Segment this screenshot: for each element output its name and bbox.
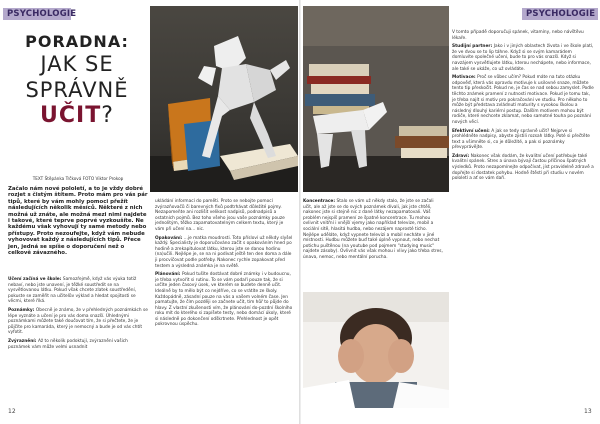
article-title — [8, 30, 146, 129]
paragraph-text: Stalo se vám už někdy stalo, že jste se začali učit, ale až jste se do svých poznámek dívali, jak jste chtěli, nakonec jste si stejně nic z dané látky nezapamatovali. Váš problém nejspíš pramení ze špatné koncentrace. Tu mohou ovlivnit vnitřní i vnější vjemy jako například televize, mobil a sociální sítě, hlasitá hudba, nebo nezájem naprosté ticho. Nejlépe uděláte, když vypnete televizi a mobil necháte v jiné místnosti. Hudbu můžete buď také úplně vypnout, nebo nechat potichu puštěnou (na youtube pod pojmem "studying music" najdete zásoby). Ovlivnit vás však mohou i vlivy jako třeba stres, únava, nemoc, nebo mentální porucha. — [303, 199, 443, 260]
page-number-right: 13 — [584, 408, 592, 415]
paragraph-heading: Zdraví: — [452, 153, 471, 159]
paragraph — [452, 30, 594, 41]
spine-divider — [299, 0, 301, 424]
paragraph — [8, 339, 148, 350]
left-column-1 — [8, 277, 148, 353]
title-line-3: SPRÁVNĚ — [25, 78, 129, 102]
paragraph-text: ...je matka moudrosti. Toto přísloví už někdy slyšel každý. Specialisty je doporučováno začít s opakováním hned po hodině a zrekapitulovat látku, kterou jste se danou hodinu (na)učili. Nejlépe je, se na ni podívat ještě ten den doma a dále ji procvičovat podle potřeby. Nakonec rychle zopakovat před testem a výsledná známka je na světě. — [155, 235, 293, 269]
title-question-mark: ? — [101, 103, 114, 128]
paragraph-text: Nakonec však dodám, že kvalitní učení potřebuje také kvalitní spánek. Stres a únava bývají častou příčinou špatných výsledků. Proto nezapomínejte odpočívat, jíst pravidelně zdravě a dopřejte si dostatek pohybu. Hodně štěstí při studiu v novém pololetí a ať se vám daří. — [452, 153, 594, 182]
paragraph-text: Až to několik podoktují, zvýraznění vašich poznámek vám může velmi usnadnit — [8, 338, 128, 350]
left-column-2 — [155, 199, 293, 331]
title-line-4 — [8, 103, 146, 129]
paragraph — [8, 277, 148, 305]
paragraph-heading: Studijní partner: — [452, 44, 494, 50]
paragraph — [155, 272, 293, 328]
paragraph — [8, 308, 148, 336]
paragraph — [452, 154, 594, 182]
right-column-1 — [303, 199, 443, 264]
paragraph-heading: Efektivní učení: — [452, 128, 492, 134]
paragraph-heading: Poznámky: — [8, 307, 36, 313]
paragraph-heading: Motivace: — [452, 75, 478, 81]
books-photo — [303, 6, 449, 192]
paragraph-text: Jako i v jiných oblastech života i ve škole platí, že ve dvou se to lip táhne. Když si se svým kamarádem domluvíte společné učení, bude to pro vás snazší. Když si navzájem vysvětlujete látku, kterou nechápete, nebo informace, ale také se ukáže, co už ovládáte. — [452, 44, 594, 72]
paragraph-text: A jak se tedy správně učit? Nejprve si prohlédněte nadpisy, abyste zjistili rozsah látky. Poté si přečtěte text a všimněte si, co je důležité, a pak si poznámky převyprávějte. — [452, 128, 590, 151]
title-line-2: JAK SE — [40, 52, 114, 76]
origami-photo — [150, 6, 298, 192]
paragraph-heading: Koncentrace: — [303, 199, 337, 204]
right-column-2 — [452, 30, 594, 185]
paragraph-heading: Učení začíná ve škole: — [8, 277, 63, 282]
paragraph-text: ukládání informací do paměti. Proto se nebojte pomocí zvýrazňovačů či barevných fixů podtrhávat důležité pojmy. Nezapomeňte ani rozlišit velikost nadpisů, podnadpisů a ostatních pojmů. Bez toho všeho jsou vaše poznámky pouze jednolitým, těžko zapamatovatelným celkem textu, který je vám při učení na... nic. — [155, 199, 285, 232]
article-lead: Začalo nám nové pololetí, a to je vždy dobré rozjet s čistým štítem. Proto mám pro vás pár tipů, které by vám mohly pomoci přežít následujících několik měsíců. Některé z nich možná už znáte, ale možná mezi nimi najdete i takové, které teprve poprvé vyzkoušíte. Ne každému však vyhovují ty samé metody nebo přístupy. Proto nezoufejte, když vám nebude vyhovovat každý z následujících tipů. Přece jen, jedná se spíše o doporučení než o celkově závazného. — [8, 186, 148, 257]
paragraph — [452, 129, 594, 151]
paragraph-text: Obecně je známo, že v přehledných poznámkách se lépe vyznáte a učení je pro vás doma snazší. Úhlednými poznámkami můžete také doučovat tím, že si přečtete, že je půjčíte pro kamaráda, který je nemocný a bude je od vás chtít vyfotit. — [8, 307, 148, 336]
paragraph — [155, 236, 293, 270]
title-line-1: PORADNA: — [25, 32, 129, 51]
title-accent-word: UČIT — [40, 103, 102, 128]
paragraph-text: Proč se vůbec učím? Pokud máte na tuto otázku odpověď, která vás opravdu motivuje k usilovné snaze, můžete tento tip přeskočit. Pokud ne, je čas se nad sebou zamyslet. Podle těchto známek pramení z nutnosti motivace. Pokud je tomu tak, je třeba najít si motiv pro pokračování ve studiu. Pro někoho to může být představa zvládnutí maturity s vysokou školou a následný dlouhý kariérní postup. Dalším motivem mohou být rodiče, které nechcete zklamat, nebo samotné touha po poznání nových věcí. — [452, 75, 594, 125]
paragraph-heading: Plánování: — [155, 272, 182, 278]
paragraph — [155, 199, 293, 233]
paragraph-heading: Zvýraznění: — [8, 338, 38, 344]
paragraph — [303, 199, 443, 261]
paragraph-text: Samozřejmě, když vás výuka totiž nebaví, nebo jste unavení, je těžké soustředit se na vysvětlovanou látku. Pokud však chcete zlatek soustředění, pokuste se zaměřit na učitelův výklad a hledat spojitosti se věcmi, které říká. — [8, 277, 137, 305]
paragraph — [452, 44, 594, 72]
article-credit: TEXT Štěpánka Trčková FOTO Viktor Prokop — [32, 176, 124, 181]
paragraph-text: V tomto případě doporučuji spánek, vitamíny, nebo návštěvu lékaře. — [452, 30, 584, 41]
paragraph — [452, 75, 594, 125]
page-number-left: 12 — [8, 408, 16, 415]
section-tag-right: PSYCHOLOGIE — [522, 8, 598, 20]
paragraph-heading: Opakování: — [155, 235, 184, 241]
paragraph-text: Pokud tušíte dostávat dobré známky i v budoucnu, je třeba vytvořit si rutinu. To se vám podaří pouze tak, že si určíte jeden časový úsek, ve kterém se budete denně učit. Ideálně by to mělo být co nejdříve, co se vrátíte ze školy. Každopádně, zásadní pouze na vás a vašem volném čase. Jen pamatujte, že čím později se začnete učit, tím hůř to půjde do hlavy. Z vlastní zkušenosti vím, že plánování do-pozdní školního roku mít do kterého si zapíšete testy, nebo domácí úkoly, které si následně po dokončení odškrtnete. Přehlednost je opět pokrovnou úspěchu. — [155, 272, 293, 328]
stressed-student-photo — [303, 292, 449, 408]
section-tag-left: PSYCHOLOGIE — [3, 8, 71, 20]
